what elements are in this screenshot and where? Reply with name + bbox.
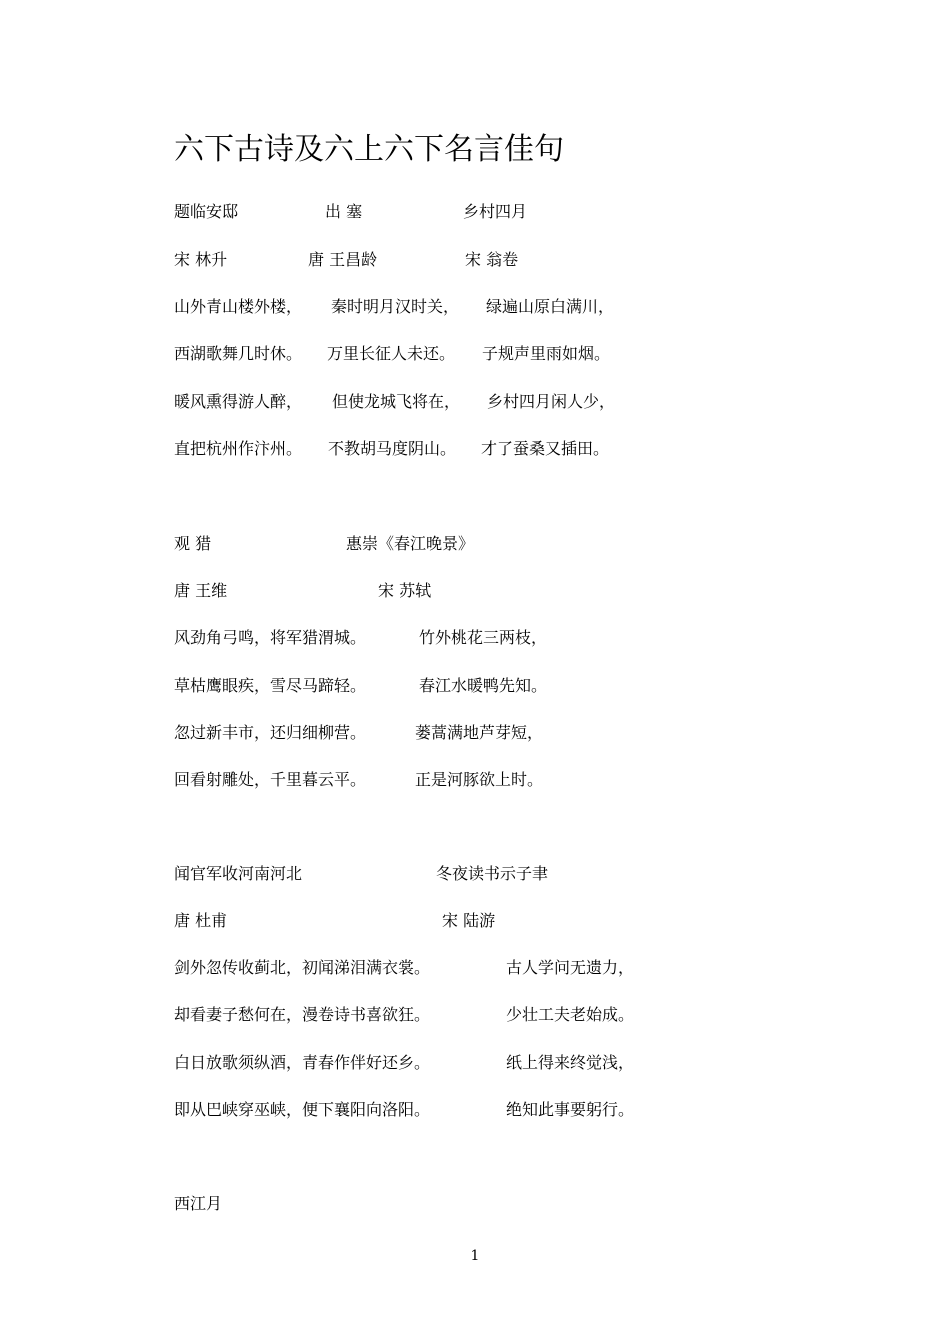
poem-line: 回看射雕处，千里暮云平。: [174, 770, 367, 789]
poem-line: 白日放歌须纵酒，青春作伴好还乡。: [174, 1053, 431, 1072]
poem-line: 但使龙城飞将在，: [332, 392, 461, 411]
poem-line: 正是河豚欲上时。: [415, 770, 544, 789]
poem-title-xijiangyue: 西江月: [174, 1194, 223, 1213]
poem-line: 却看妻子愁何在，漫卷诗书喜欲狂。: [174, 1005, 431, 1024]
poem-line: 纸上得来终觉浅，: [506, 1053, 635, 1072]
poem-title-tilinandi: 题临安邸: [174, 202, 239, 221]
poem-line: 乡村四月闲人少，: [487, 392, 616, 411]
poem-line: 万里长征人未还。: [327, 344, 456, 363]
poem-line: 绿遍山原白满川，: [486, 297, 615, 316]
poem-line: 春江水暖鸭先知。: [419, 676, 548, 695]
poem-author: 唐 杜甫: [174, 911, 228, 930]
poem-line: 即从巴峡穿巫峡，便下襄阳向洛阳。: [174, 1100, 431, 1119]
poem-line: 风劲角弓鸣，将军猎渭城。: [174, 628, 367, 647]
poem-line: 才了蚕桑又插田。: [481, 439, 610, 458]
poem-author: 唐 王昌龄: [308, 250, 378, 269]
poem-line: 直把杭州作汴州。: [174, 439, 303, 458]
poem-line: 子规声里雨如烟。: [482, 344, 611, 363]
poem-line: 剑外忽传收蓟北，初闻涕泪满衣裳。: [174, 958, 431, 977]
poem-title-wenguanjun: 闻官军收河南河北: [174, 864, 303, 883]
poem-author: 宋 陆游: [442, 911, 496, 930]
poem-author: 宋 苏轼: [378, 581, 432, 600]
poem-line: 草枯鹰眼疾，雪尽马蹄轻。: [174, 676, 367, 695]
poem-line: 山外青山楼外楼，: [174, 297, 303, 316]
poem-line: 古人学问无遗力，: [506, 958, 635, 977]
poem-title-chusai: 出 塞: [325, 202, 363, 221]
poem-line: 秦时明月汉时关，: [331, 297, 460, 316]
page-number: 1: [470, 1248, 480, 1264]
poem-title-guanlie: 观 猎: [174, 534, 212, 553]
poem-line: 不教胡马度阴山。: [328, 439, 457, 458]
poem-line: 少壮工夫老始成。: [506, 1005, 635, 1024]
document-title: 六下古诗及六上六下名言佳句: [174, 132, 564, 167]
poem-author: 宋 林升: [174, 250, 228, 269]
poem-line: 绝知此事要躬行。: [506, 1100, 635, 1119]
poem-title-chunjiangwanjing: 惠崇《春江晚景》: [346, 534, 475, 553]
poem-author: 宋 翁卷: [465, 250, 519, 269]
poem-line: 忽过新丰市，还归细柳营。: [174, 723, 367, 742]
poem-line: 西湖歌舞几时休。: [174, 344, 303, 363]
poem-title-dongyedushu: 冬夜读书示子聿: [436, 864, 549, 883]
poem-line: 暖风熏得游人醉，: [174, 392, 303, 411]
poem-line: 蒌蒿满地芦芽短，: [415, 723, 544, 742]
poem-title-xiangcunsiyue: 乡村四月: [463, 202, 528, 221]
poem-author: 唐 王维: [174, 581, 228, 600]
poem-line: 竹外桃花三两枝，: [419, 628, 548, 647]
